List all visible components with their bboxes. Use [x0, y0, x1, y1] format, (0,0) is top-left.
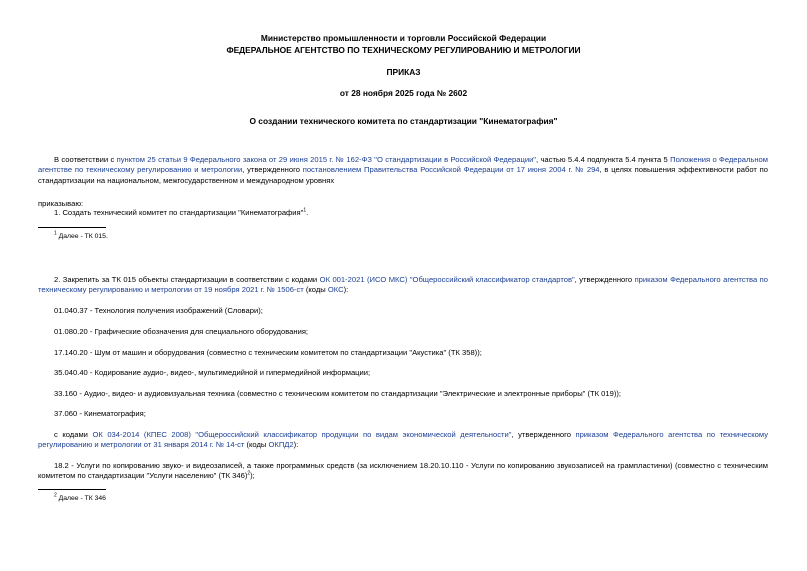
link-ok-034-2014[interactable]: ОК 034-2014 (КПЕС 2008) "Общероссийский классификатор продукции по видам экономической деятельности"	[92, 430, 512, 439]
point-2-paragraph	[38, 275, 768, 296]
link-order-1506-st[interactable]: приказом Федерального агентства по техническому регулированию и метрологии от 19 ноября 2021 г. № 1506-ст	[38, 275, 768, 295]
link-order-14-st[interactable]: приказом Федерального агентства по техническому регулированию и метрологии от 31 января 2014 г. № 14-ст	[38, 430, 769, 450]
code-item: 37.060 - Кинематография;	[54, 409, 146, 418]
services-paragraph	[38, 461, 768, 482]
doc-type: ПРИКАЗ	[386, 67, 421, 77]
code-item: 33.160 - Аудио-, видео- и аудиовизуальная техника (совместно с техническим комитетом по стандартизации "Электрические и электронные приборы" (ТК 019));	[54, 389, 622, 398]
point-1-end: .	[306, 208, 309, 217]
footnote-2	[54, 494, 106, 503]
code-item: 01.080.20 - Графические обозначения для специального оборудования;	[54, 327, 309, 336]
services-end: );	[250, 471, 255, 481]
footnote-mark-1: 1	[54, 230, 57, 237]
ministry-name: Министерство промышленности и торговли Российской Федерации	[260, 33, 547, 43]
footnote-1-text: Далее - ТК 015.	[56, 233, 108, 240]
code-item: 17.140.20 - Шум от машин и оборудования (совместно с техническим комитетом по стандартизации "Акустика" (ТК 358));	[54, 348, 482, 357]
point-1	[54, 208, 308, 218]
services-text: 18.2 - Услуги по копированию звуко- и видеозаписей, а также программных средств (за исключением 18.20.10.110 - Услуги по копированию звукозаписей на грампластинки) (совместно с техническим комитетом по стандартизации "Услуги населению" (ТК 346)	[38, 461, 768, 481]
doc-date: от 28 ноября 2025 года № 2602	[339, 88, 468, 98]
okpd-text: (коды	[244, 440, 269, 450]
code-item: 01.040.37 - Технология получения изображений (Словари);	[54, 306, 263, 315]
link-agency-regulation[interactable]: Положения о Федеральном агентстве по техническому регулированию и метрологии	[38, 155, 768, 175]
intro-paragraph	[38, 155, 768, 186]
footnote-1	[54, 232, 108, 241]
point-2-text: ):	[343, 285, 349, 295]
link-law-162fz[interactable]: пунктом 25 статьи 9 Федерального закона от 29 июня 2015 г. № 162-ФЗ "О стандартизации в Российской Федерации"	[116, 155, 537, 164]
footnote-2-text: Далее - ТК 346	[56, 495, 106, 502]
link-okpd2[interactable]: ОКПД2	[268, 440, 294, 450]
footnote-mark-2: 2	[54, 492, 57, 499]
point-1-text: 1. Создать технический комитет по стандартизации "Кинематография"	[54, 208, 304, 217]
okpd-text: , утвержденного	[511, 430, 576, 439]
link-government-decree-294[interactable]: постановлением Правительства Российской Федерации от 17 июня 2004 г. № 294	[302, 165, 600, 175]
okpd-text: с кодами	[54, 430, 93, 439]
footnote-divider-1	[38, 227, 106, 228]
intro-text: , утвержденного	[242, 165, 303, 175]
order-word: приказываю:	[38, 199, 84, 208]
footnote-ref-1: 1	[303, 207, 307, 214]
point-2-text: , утвержденного	[574, 275, 635, 284]
point-2-text: 2. Закрепить за ТК 015 объекты стандартизации в соответствии с кодами	[54, 275, 320, 284]
intro-text: В соответствии с	[54, 155, 117, 164]
link-oks[interactable]: ОКС	[327, 285, 344, 295]
doc-title: О создании технического комитета по стандартизации "Кинематография"	[249, 116, 558, 126]
intro-text: , в целях повышения эффективности работ по стандартизации на национальном, межгосударственном и международном уровнях	[38, 165, 769, 185]
agency-name: ФЕДЕРАЛЬНОЕ АГЕНТСТВО ПО ТЕХНИЧЕСКОМУ РЕГУЛИРОВАНИЮ И МЕТРОЛОГИИ	[226, 45, 581, 55]
intro-text: , частью 5.4.4 подпункта 5.4 пункта 5	[536, 155, 671, 164]
footnote-divider-2	[38, 489, 106, 490]
code-item: 35.040.40 - Кодирование аудио-, видео-, мультимедийной и гипермедийной информации;	[54, 368, 371, 377]
point-2-text: (коды	[303, 285, 328, 295]
footnote-ref-2: 2	[247, 470, 251, 477]
okpd-paragraph	[38, 430, 768, 451]
okpd-text: ):	[293, 440, 299, 450]
link-ok-001-2021[interactable]: ОК 001-2021 (ИСО МКС) "Общероссийский классификатор стандартов"	[319, 275, 575, 284]
